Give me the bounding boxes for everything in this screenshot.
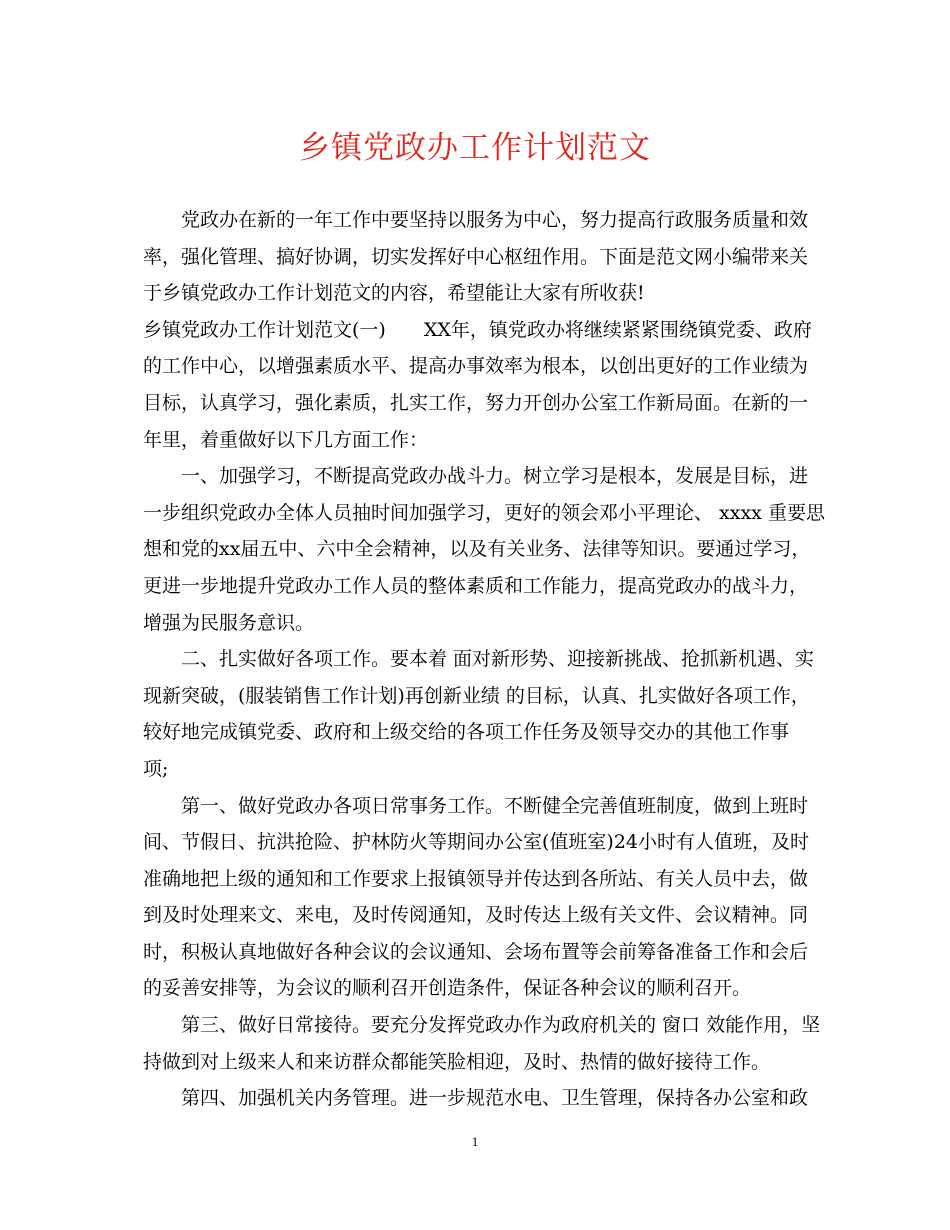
text-line: 年里，着重做好以下几方面工作： (143, 428, 429, 451)
text-line: 项; (143, 757, 169, 780)
text-line: 一、加强学习，不断提高党政办战斗力。树立学习是根本，发展是目标，进 (181, 465, 809, 488)
document-title: 乡镇党政办工作计划范文 (299, 130, 651, 166)
text-line: 的妥善安排等，为会议的顺利召开创造条件，保证各种会议的顺利召开。 (143, 977, 752, 1000)
text-line: 第三、做好日常接待。要充分发挥党政办作为政府机关的 窗口 效能作用，坚 (181, 1014, 821, 1037)
text-line: 较好地完成镇党委、政府和上级交给的各项工作任务及领导交办的其他工作事 (143, 721, 790, 744)
text-line: 到及时处理来文、来电，及时传阅通知，及时传达上级有关文件、会议精神。同 (143, 904, 809, 927)
text-line: 的工作中心，以增强素质水平、提高办事效率为根本，以创出更好的工作业绩为 (143, 355, 809, 378)
text-line: 党政办在新的一年工作中要坚持以服务为中心，努力提高行政服务质量和效 (181, 209, 809, 231)
text-line: 一步组织党政办全体人员抽时间加强学习，更好的领会邓小平理论、 xxxx 重要思 (143, 501, 825, 524)
text-line: 于乡镇党政办工作计划范文的内容，希望能让大家有所收获! (143, 282, 645, 305)
text-line: 想和党的xx届五中、六中全会精神，以及有关业务、法律等知识。要通过学习， (143, 538, 811, 561)
text-line: 目标，认真学习，强化素质，扎实工作，努力开创办公室工作新局面。在新的一 (143, 391, 809, 414)
text-line: 准确地把上级的通知和工作要求上报镇领导并传达到各所站、有关人员中去，做 (143, 867, 809, 890)
page-number: 1 (471, 1134, 479, 1149)
text-line: 更进一步地提升党政办工作人员的整体素质和工作能力，提高党政办的战斗力， (143, 574, 809, 597)
text-line: 现新突破，(服装销售工作计划)再创新业绩 的目标，认真、扎实做好各项工作， (143, 684, 810, 707)
document-body (143, 202, 825, 1117)
text-line: 率，强化管理、搞好协调，切实发挥好中心枢纽作用。下面是范文网小编带来关 (143, 245, 809, 268)
text-line: 第一、做好党政办各项日常事务工作。不断健全完善值班制度，做到上班时 (181, 794, 809, 817)
text-line: 时，积极认真地做好各种会议的会议通知、会场布置等会前筹备准备工作和会后 (143, 940, 809, 963)
text-line: 间、节假日、抗洪抢险、护林防火等期间办公室(值班室)24小时有人值班，及时 (143, 831, 810, 854)
text-line: 乡镇党政办工作计划范文(一) XX年，镇党政办将继续紧紧围绕镇党委、政府 (143, 318, 812, 341)
text-line: 持做到对上级来人和来访群众都能笑脸相迎，及时、热情的做好接待工作。 (143, 1050, 771, 1073)
text-line: 增强为民服务意识。 (143, 611, 315, 634)
text-line: 二、扎实做好各项工作。要本着 面对新形势、迎接新挑战、抢抓新机遇、实 (181, 648, 815, 671)
text-line: 第四、加强机关内务管理。进一步规范水电、卫生管理，保持各办公室和政 (181, 1087, 809, 1110)
